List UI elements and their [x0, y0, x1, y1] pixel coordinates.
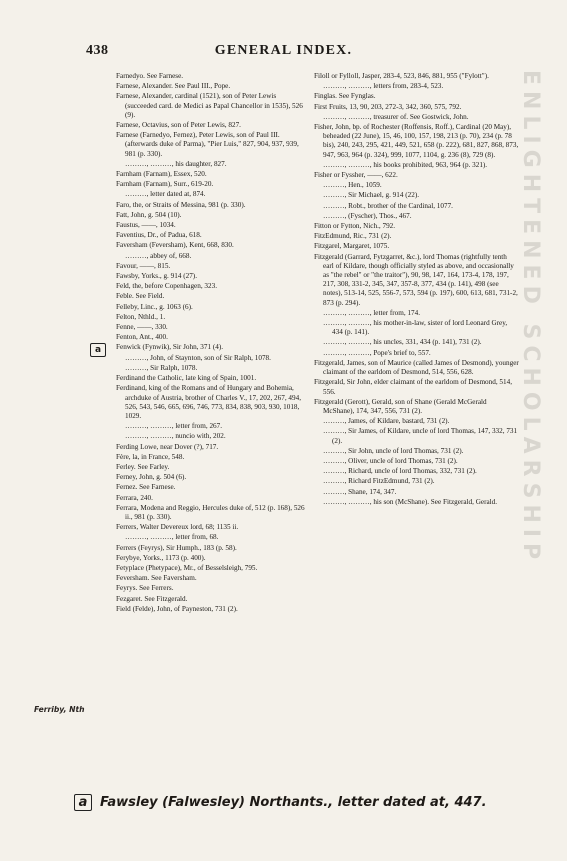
index-entry: Farnese, Alexander. See Paul III., Pope. — [116, 82, 231, 91]
index-entry: ………, ………, letters from, 283-4, 523. — [323, 82, 444, 91]
index-entry: Ferrara, 240. — [116, 493, 153, 502]
index-entry: Farnese, Alexander, cardinal (1521), son of Peter Lewis (succeeded card. de Medici as Papal Chancellor in 1535), 526 (9). — [116, 92, 303, 119]
index-entry: Farnedyo. See Farnese. — [116, 72, 184, 80]
index-entry: Ferdinand, king of the Romans and of Hungary and Bohemia, archduke of Austria, brother of Charles V., 17, 202, 267, 494, 526, 543, 546, 665, 696, 746, 773, 834, 838, 903, 930, 1018, 1029. — [116, 384, 301, 420]
index-entry: ………, Sir James, of Kildare, uncle of lord Thomas, 147, 332, 731 (2). — [323, 427, 518, 445]
index-entry: ………, Sir Michael, g. 914 (22). — [323, 191, 420, 200]
handwritten-footer — [74, 794, 487, 811]
index-entry: ………, ………, letter from, 267. — [125, 422, 223, 431]
index-entry: Ferding Lowe, near Dover (?), 717. — [116, 442, 219, 451]
library-watermark — [515, 70, 547, 790]
index-entry: Felleby, Linc., g. 1063 (6). — [116, 302, 193, 311]
index-entry: Ferley. See Farley. — [116, 462, 170, 471]
index-entry: Fatt, John, g. 504 (10). — [116, 210, 182, 219]
index-entry: Faventius, Dr., of Padua, 618. — [116, 231, 202, 240]
index-entry: ………, ………, his uncles, 331, 434 (p. 141), 731 (2). — [323, 338, 482, 347]
index-entry: Ferrara, Modena and Reggio, Hercules duke of, 512 (p. 168), 526 ii., 981 (p. 330). — [116, 503, 305, 521]
index-entry: ………, ………, treasurer of. See Gostwick, John. — [323, 112, 469, 121]
index-entry: ………, ………, nuncio with, 202. — [125, 432, 226, 441]
watermark-text: ENLIGHTENED SCHOLARSHIP — [518, 70, 543, 566]
index-entry: ………, ………, his books prohibited, 963, 964 (p. 321). — [323, 160, 488, 169]
index-entry: First Fruits, 13, 90, 203, 272-3, 342, 360, 575, 792. — [314, 102, 462, 111]
page-number: 438 — [86, 43, 109, 58]
index-entry: ………, Richard FitzEdmund, 731 (2). — [323, 477, 435, 486]
index-entry: Ferrers (Feyrys), Sir Humph., 183 (p. 58). — [116, 543, 237, 552]
index-entry: Ferybye, Yorks., 1173 (p. 400). — [116, 553, 206, 562]
index-entry: Farnese, Octavius, son of Peter Lewis, 827. — [116, 121, 241, 130]
index-entry: ………, abbey of, 668. — [125, 251, 192, 260]
index-entry: Ferrers, Walter Devereux lord, 68; 1135 ii. — [116, 523, 239, 532]
index-entry: ………, letter dated at, 874. — [125, 190, 206, 199]
index-entry: ………, ………, his daughter, 827. — [125, 159, 227, 168]
index-entry: Fenne, ——, 330. — [116, 323, 168, 332]
index-entry: ………, ………, his mother-in-law, sister of lord Leonard Grey, 434 (p. 141). — [323, 319, 508, 337]
index-entry: ………, Robt., brother of the Cardinal, 1077. — [323, 201, 453, 210]
index-entry: Feble. See Field. — [116, 292, 165, 301]
index-entry: Feld, the, before Copenhagen, 323. — [116, 282, 217, 291]
index-entry: ………, (Fyscher), Thos., 467. — [323, 211, 412, 220]
index-entry: Faro, the, or Straits of Messina, 981 (p. 330). — [116, 200, 246, 209]
page-header — [0, 43, 567, 61]
index-entry: Fezgaret. See Fitzgerald. — [116, 594, 188, 603]
index-entry: Ferney, John, g. 504 (6). — [116, 473, 187, 482]
margin-handwritten-note: Ferriby, Nth — [34, 705, 85, 714]
index-entry: ………, James, of Kildare, bastard, 731 (2). — [323, 417, 450, 426]
index-entry: Fawsby, Yorks., g. 914 (27). — [116, 272, 197, 281]
index-entry: Faustus, ——, 1034. — [116, 221, 176, 230]
index-entry: Felton, Nthld., 1. — [116, 312, 166, 321]
footer-annotation-marker: a — [74, 794, 92, 811]
index-entry: ………, ………, letter from, 68. — [125, 533, 219, 542]
index-entry: Ferdinand the Catholic, late king of Spain, 1001. — [116, 374, 257, 383]
index-entry: ………, Oliver, uncle of lord Thomas, 731 (2). — [323, 456, 458, 465]
index-entry: FitzEdmund, Ric., 731 (2). — [314, 232, 392, 241]
index-entry: Fitzgerald (Garrard, Fytzgarret, &c.), lord Thomas (rightfully tenth earl of Kildare, though officially styled as above, and occasionally as "the rebel" or "the traitor"), 90, 98, 147, 164, 173-4, 178, 197, 217, 308, 331-2, 345, 347, 357-8, 377, 434 (p. 141), 498 (see notes), 513-14, 525, 556-7, 573, 594 (p. 197), 600, 613, 681, 731-2, 873 (p. 294). — [314, 252, 518, 307]
page-title: GENERAL INDEX. — [214, 43, 353, 58]
margin-annotation-marker: a — [90, 343, 106, 357]
index-entry: Fisher, John, bp. of Rochester (Roffensis, Roff.), Cardinal (20 May), beheaded (22 June), 15, 46, 100, 157, 198, 213 (p. 70), 234 (p. 78 bis), 240, 243, 295, 421, 449, 521, 658 (p. 222), 681, 827, 868, 873, 947, 963, 964 (p. 324), 999, 1077, 1104, g. 236 (8), 729 (8). — [314, 123, 519, 159]
index-entry: Farnham (Farnam), Essex, 520. — [116, 170, 207, 179]
right-index-column — [314, 72, 519, 508]
index-entry: ………, Sir Ralph, 1078. — [125, 363, 198, 372]
index-entry: Fitzgerald, Sir John, elder claimant of the earldom of Desmond, 514, 556. — [314, 378, 513, 396]
index-entry: ………, Shane, 174, 347. — [323, 487, 397, 496]
index-entry: Fitzgerald, James, son of Maurice (called James of Desmond), younger claimant of the earldom of Desmond, 514, 556, 628. — [314, 358, 519, 377]
index-entry: ………, Sir John, uncle of lord Thomas, 731 (2). — [323, 446, 464, 455]
index-entry: Fisher or Fyssher, ——, 622. — [314, 171, 398, 180]
index-entry: Fitzgerald (Gerott), Gerald, son of Shane (Gerald McGerald McShane), 174, 347, 556, 731 (2). — [314, 397, 487, 415]
index-entry: Finglas. See Fynglas. — [314, 92, 376, 101]
index-entry: Fitton or Fytton, Nich., 792. — [314, 222, 396, 231]
index-entry: Filoll or Fylloll, Jasper, 283-4, 523, 846, 881, 955 ("Fylott"). — [314, 72, 489, 80]
index-entry: Fitzgarel, Margaret, 1075. — [314, 242, 390, 251]
index-entry: Farnese (Farnedyo, Fernez), Peter Lewis, son of Paul III. (afterwards duke of Parma), "Pier Luis," 827, 904, 937, 939, 981 (p. 330). — [116, 131, 299, 158]
index-entry: Favour, ——, 815. — [116, 261, 171, 270]
left-index-column — [116, 72, 306, 615]
index-entry: Farnham (Farnam), Surr., 619-20. — [116, 180, 214, 189]
index-entry: Faversham (Feversham), Kent, 668, 830. — [116, 241, 234, 250]
index-entry: ………, ………, Pope's brief to, 557. — [323, 348, 431, 357]
index-entry: ………, Richard, uncle of lord Thomas, 332, 731 (2). — [323, 467, 477, 476]
index-entry: ………, Hen., 1059. — [323, 181, 382, 190]
index-entry: Feyrys. See Ferrers. — [116, 584, 174, 593]
index-entry: ………, ………, letter from, 174. — [323, 308, 421, 317]
index-entry: ………, ………, his son (McShane). See Fitzgerald, Gerald. — [323, 497, 498, 506]
index-entry: Fère, la, in France, 548. — [116, 452, 185, 461]
index-entry: Field (Felde), John, of Payneston, 731 (2). — [116, 604, 238, 613]
index-entry: Fenton, Ant., 400. — [116, 333, 168, 342]
index-entry: Fetyplace (Phetypace), Mr., of Besselsleigh, 795. — [116, 563, 258, 572]
index-entry: Feversham. See Faversham. — [116, 574, 197, 583]
index-entry: Fernez. See Farnese. — [116, 483, 176, 492]
index-entry: ………, John, of Staynton, son of Sir Ralph, 1078. — [125, 353, 271, 362]
index-entry: Fenwick (Fynwik), Sir John, 371 (4). — [116, 343, 224, 352]
footer-annotation-text: Fawsley (Falwesley) Northants., letter dated at, 447. — [100, 795, 487, 810]
